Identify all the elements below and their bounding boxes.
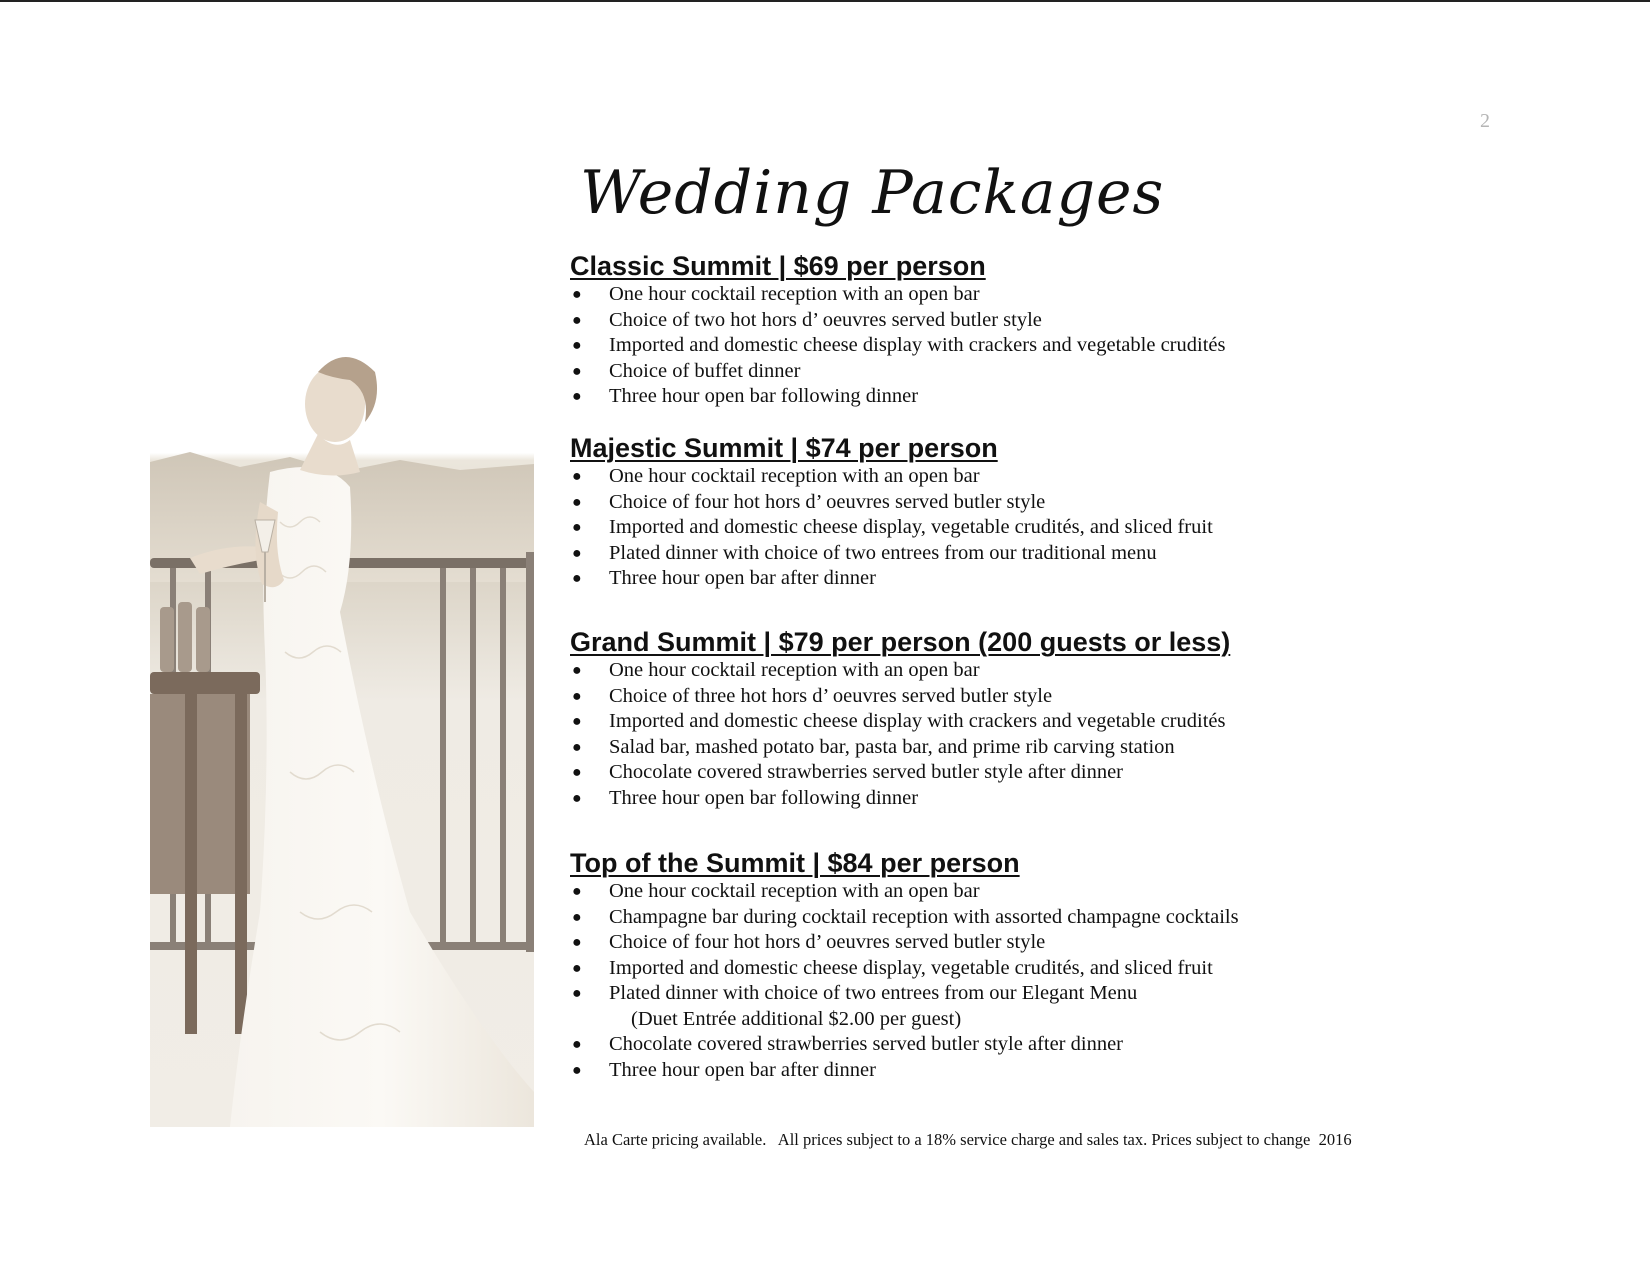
bullet-icon: ● — [572, 985, 582, 1002]
list-item — [570, 981, 1570, 1032]
bullet-icon: ● — [572, 468, 582, 485]
list-item-text: Choice of buffet dinner — [609, 359, 801, 382]
list-item-text: Champagne bar during cocktail reception with assorted champagne cocktails — [609, 905, 1239, 928]
package-item-list — [570, 879, 1570, 1083]
list-item — [570, 359, 1570, 385]
list-item — [570, 1032, 1570, 1058]
bullet-icon: ● — [572, 1036, 582, 1053]
bullet-icon: ● — [572, 738, 582, 756]
bullet-icon: ● — [572, 362, 582, 380]
bullet-icon: ● — [572, 883, 582, 900]
list-item — [570, 956, 1570, 982]
list-item — [570, 282, 1570, 308]
list-item-text: Choice of four hot hors d’ oeuvres served butler style — [609, 490, 1046, 513]
list-item-text: Three hour open bar after dinner — [609, 1058, 876, 1081]
package-top-of-the-summit — [570, 847, 1570, 1083]
bullet-icon: ● — [572, 713, 582, 730]
bullet-icon: ● — [572, 687, 582, 705]
list-item-text: Imported and domestic cheese display with crackers and vegetable crudités — [609, 710, 1226, 732]
duet-entree-note: (Duet Entrée additional $2.00 per guest) — [631, 1007, 962, 1030]
bullet-icon: ● — [572, 388, 582, 405]
list-item — [570, 930, 1570, 956]
bullet-icon: ● — [572, 959, 582, 977]
list-item-text: Salad bar, mashed potato bar, pasta bar, and prime rib carving station — [609, 735, 1175, 758]
list-item-text: Imported and domestic cheese display, vegetable crudités, and sliced fruit — [609, 516, 1213, 538]
list-item — [570, 760, 1570, 786]
bullet-icon: ● — [572, 934, 582, 951]
list-item — [570, 1058, 1570, 1084]
package-majestic-summit — [570, 432, 1570, 592]
list-item-text: Three hour open bar following dinner — [609, 385, 919, 407]
package-heading: Classic Summit | $69 per person — [570, 251, 986, 281]
list-item-text: One hour cocktail reception with an open bar — [609, 880, 980, 902]
list-item-text: Choice of two hot hors d’ oeuvres served butler style — [609, 308, 1042, 331]
list-item — [570, 709, 1570, 735]
list-item-text: Imported and domestic cheese display with crackers and vegetable crudités — [609, 334, 1226, 356]
bullet-icon: ● — [572, 764, 582, 781]
page-number: 2 — [1480, 110, 1490, 132]
package-item-list — [570, 282, 1570, 410]
bride-photo — [150, 352, 534, 1127]
list-item — [570, 384, 1570, 410]
bullet-icon: ● — [572, 493, 582, 511]
list-item — [570, 464, 1570, 490]
bullet-icon: ● — [572, 662, 582, 679]
list-item-text: Choice of three hot hors d’ oeuvres served butler style — [609, 684, 1053, 707]
list-item — [570, 308, 1570, 334]
list-item-text: One hour cocktail reception with an open bar — [609, 465, 980, 487]
list-item-text: Three hour open bar following dinner — [609, 786, 919, 809]
list-item — [570, 684, 1570, 710]
list-item — [570, 905, 1570, 931]
list-item-text: Imported and domestic cheese display, vegetable crudités, and sliced fruit — [609, 956, 1213, 979]
package-item-list — [570, 658, 1570, 811]
list-item — [570, 515, 1570, 541]
package-heading: Top of the Summit | $84 per person — [570, 848, 1020, 878]
bullet-icon: ● — [572, 519, 582, 536]
package-grand-summit — [570, 626, 1570, 811]
bullet-icon: ● — [572, 1061, 582, 1079]
list-item — [570, 735, 1570, 761]
bullet-icon: ● — [572, 311, 582, 329]
list-item-text: One hour cocktail reception with an open bar — [609, 283, 980, 305]
list-item-text: One hour cocktail reception with an open bar — [609, 659, 980, 681]
list-item — [570, 541, 1570, 567]
list-item — [570, 879, 1570, 905]
list-item — [570, 333, 1570, 359]
list-item — [570, 566, 1570, 592]
list-item — [570, 786, 1570, 812]
bullet-icon: ● — [572, 908, 582, 926]
package-classic-summit — [570, 250, 1570, 410]
bullet-icon: ● — [572, 570, 582, 587]
bullet-icon: ● — [572, 789, 582, 807]
pricing-footer-note: Ala Carte pricing available. All prices subject to a 18% service charge and sales tax. Prices subject to change 2016 — [584, 1130, 1352, 1149]
package-item-list — [570, 464, 1570, 592]
list-item — [570, 658, 1570, 684]
list-item — [570, 490, 1570, 516]
list-item-text: Chocolate covered strawberries served butler style after dinner — [609, 761, 1123, 783]
page-title: Wedding Packages — [580, 158, 1165, 228]
list-item-text: Three hour open bar after dinner — [609, 567, 876, 589]
list-item-text: Chocolate covered strawberries served butler style after dinner — [609, 1033, 1123, 1055]
package-heading: Grand Summit | $79 per person (200 guests or less) — [570, 627, 1231, 657]
bullet-icon: ● — [572, 337, 582, 354]
package-heading: Majestic Summit | $74 per person — [570, 433, 998, 463]
bullet-icon: ● — [572, 544, 582, 562]
bullet-icon: ● — [572, 286, 582, 303]
list-item-text: Choice of four hot hors d’ oeuvres served butler style — [609, 931, 1046, 953]
list-item-text: Plated dinner with choice of two entrees from our Elegant Menu — [609, 982, 1138, 1004]
list-item-text: Plated dinner with choice of two entrees from our traditional menu — [609, 541, 1157, 564]
top-rule — [0, 0, 1650, 2]
